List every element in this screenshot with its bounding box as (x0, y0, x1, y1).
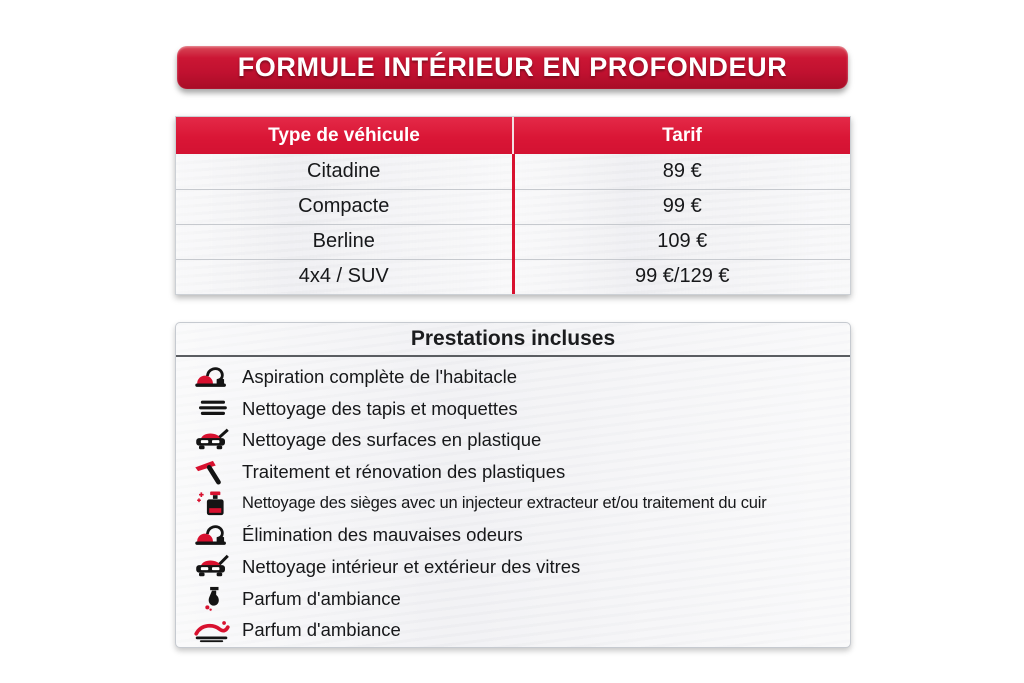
table-header-row (176, 117, 850, 154)
service-label: Parfum d'ambiance (242, 587, 401, 609)
table-row (176, 224, 850, 259)
table-row (176, 259, 850, 294)
service-item (192, 583, 840, 615)
service-item (192, 551, 840, 583)
service-label: Nettoyage intérieur et extérieur des vitres (242, 555, 581, 577)
table-row (176, 154, 850, 189)
column-header-tarif: Tarif (513, 117, 850, 154)
service-label: Nettoyage des tapis et moquettes (242, 397, 518, 419)
table-row (176, 189, 850, 224)
price-value: 99 € (513, 189, 850, 224)
vehicle-type: 4x4 / SUV (176, 259, 513, 294)
vacuum-icon (192, 363, 232, 391)
price-value: 109 € (513, 224, 850, 259)
vehicle-type: Citadine (176, 154, 513, 189)
service-item (192, 393, 840, 425)
service-label: Élimination des mauvaises odeurs (242, 524, 523, 546)
spray-bottle-icon (192, 490, 232, 518)
service-item (192, 424, 840, 456)
service-item (192, 488, 840, 520)
page-title: FORMULE INTÉRIEUR EN PROFONDEUR (237, 52, 788, 82)
vacuum-icon (192, 521, 232, 549)
title-banner (177, 46, 848, 89)
services-panel (175, 322, 851, 648)
service-label: Nettoyage des sièges avec un injecteur extracteur et/ou traitement du cuir (242, 494, 767, 513)
service-label: Nettoyage des surfaces en plastique (242, 429, 542, 451)
service-item (192, 456, 840, 488)
service-item (192, 615, 840, 647)
column-header-vehicle: Type de véhicule (176, 117, 513, 154)
price-value: 89 € (513, 154, 850, 189)
service-label: Parfum d'ambiance (242, 619, 401, 641)
car-interior-icon (192, 426, 232, 454)
carpet-mat-icon (192, 395, 232, 423)
squeegee-icon (192, 458, 232, 486)
pricing-table-container (175, 116, 851, 295)
service-label: Traitement et rénovation des plastiques (242, 460, 566, 482)
services-panel-title: Prestations incluses (176, 323, 850, 357)
vehicle-type: Compacte (176, 189, 513, 224)
service-item (192, 361, 840, 393)
pricing-table (176, 117, 850, 294)
car-window-icon (192, 553, 232, 581)
vehicle-type: Berline (176, 224, 513, 259)
service-label: Aspiration complète de l'habitacle (242, 365, 518, 387)
perfume-flask-icon (192, 585, 232, 613)
price-value: 99 €/129 € (513, 259, 850, 294)
air-freshener-icon (192, 616, 232, 644)
services-list (176, 357, 850, 652)
service-item (192, 519, 840, 551)
